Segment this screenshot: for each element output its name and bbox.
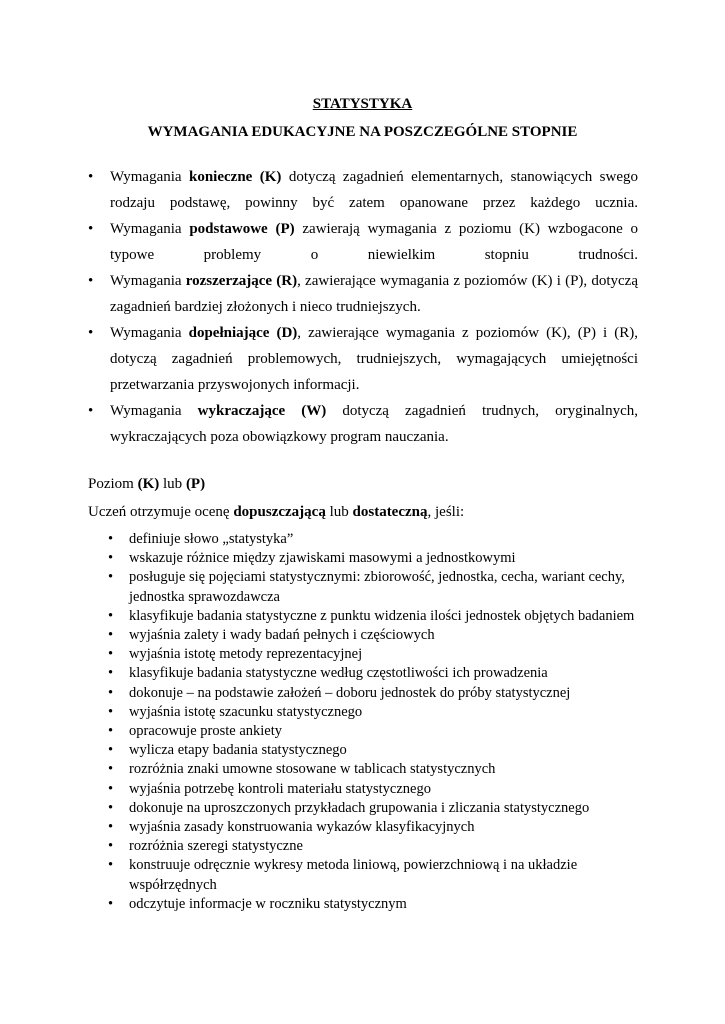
requirement-item [88,268,638,320]
grade-dostateczna: dostateczną [352,504,428,520]
requirement-text: , zawierające wymagania z poziomów (K), (P) i (R), dotyczą zagadnień problemowych, trudniejszych, wymagających umiejętności przetwarzania przyswojonych informacji. [110,325,638,393]
requirement-text: Wymagania [110,403,198,419]
grade-text: , jeśli: [427,504,465,520]
skill-item: • odczytuje informacje w roczniku statystycznym [108,895,648,914]
requirement-item [88,398,638,450]
requirement-text: zawierają wymagania z poziomu (K) wzbogacone o typowe problemy o niewielkim stopniu trudności. [110,221,638,263]
requirement-level: podstawowe (P) [189,221,295,237]
grade-dopuszczajaca: dopuszczającą [233,504,326,520]
level-heading [88,474,205,494]
skills-list [108,530,648,914]
requirement-level: wykraczające (W) [197,403,327,419]
skill-item: • wyjaśnia zalety i wady badań pełnych i częściowych [108,626,648,645]
skill-item: • wyjaśnia zasady konstruowania wykazów klasyfikacyjnych [108,818,648,837]
requirement-item [88,164,638,216]
skill-item: • posługuje się pojęciami statystycznymi: zbiorowość, jednostka, cecha, wariant cechy, jednostka sprawozdawcza [108,568,648,606]
skill-item: • wyjaśnia istotę szacunku statystycznego [108,703,648,722]
requirements-list [88,164,638,450]
requirement-text: dotyczą zagadnień trudnych, oryginalnych, wykraczających poza obowiązkowy program nauczania. [110,403,638,445]
level-text: Poziom [88,476,138,492]
skill-item: • konstruuje odręcznie wykresy metoda liniową, powierzchniową i na układzie współrzędnych [108,856,648,894]
requirement-level: konieczne (K) [189,169,282,185]
requirement-text: Wymagania [110,325,189,341]
skill-item: • dokonuje – na podstawie założeń – doboru jednostek do próby statystycznej [108,684,648,703]
skill-item: • definiuje słowo „statystyka” [108,530,648,549]
skill-item: • opracowuje proste ankiety [108,722,648,741]
requirement-text: Wymagania [110,273,186,289]
grade-text: lub [325,504,353,520]
requirement-item [88,216,638,268]
requirement-text: dotyczą zagadnień elementarnych, stanowiących swego rodzaju podstawę, powinny być zatem opanowane przez każdego ucznia. [110,169,638,211]
skill-item: • klasyfikuje badania statystyczne z punktu widzenia ilości jednostek objętych badaniem [108,607,648,626]
requirement-level: dopełniające (D) [188,325,298,341]
requirement-level: rozszerzające (R) [185,273,298,289]
requirement-text: , zawierające wymagania z poziomów (K) i (P), dotyczą zagadnień bardziej złożonych i nieco trudniejszych. [110,273,638,315]
skill-item: • wyjaśnia istotę metody reprezentacyjnej [108,645,648,664]
requirement-text: Wymagania [110,169,189,185]
level-text: lub [159,476,186,492]
skill-item: • rozróżnia znaki umowne stosowane w tablicach statystycznych [108,760,648,779]
grade-text: Uczeń otrzymuje ocenę [88,504,234,520]
grade-intro [88,502,464,522]
skill-item: • wylicza etapy badania statystycznego [108,741,648,760]
skill-item: • dokonuje na uproszczonych przykładach grupowania i zliczania statystycznego [108,799,648,818]
skill-item: • klasyfikuje badania statystyczne według częstotliwości ich prowadzenia [108,664,648,683]
skill-item: • wskazuje różnice między zjawiskami masowymi a jednostkowymi [108,549,648,568]
level-p: (P) [185,476,206,492]
skill-item: • rozróżnia szeregi statystyczne [108,837,648,856]
requirement-text: Wymagania [110,221,190,237]
document-subtitle: WYMAGANIA EDUKACYJNE NA POSZCZEGÓLNE STOPNIE [147,124,578,140]
requirement-item [88,320,638,398]
level-k: (K) [137,476,160,492]
skill-item: • wyjaśnia potrzebę kontroli materiału statystycznego [108,780,648,799]
document-title: STATYSTYKA [312,96,413,112]
